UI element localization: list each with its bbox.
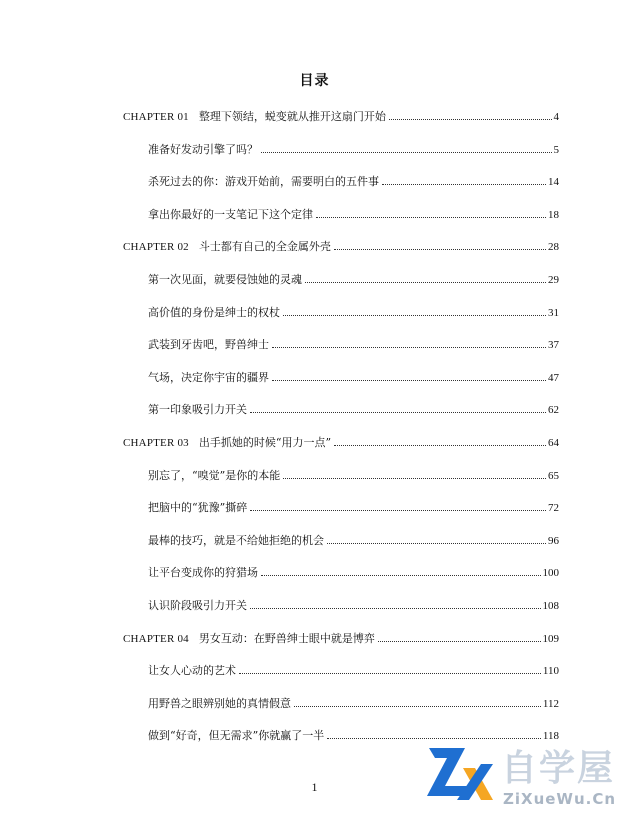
dot-leader (334, 249, 546, 250)
toc-page-number: 109 (542, 632, 559, 645)
toc-section-row[interactable] (148, 204, 559, 222)
toc-entry-label (148, 371, 269, 385)
toc-entry-label (123, 240, 331, 254)
toc-section-row[interactable] (148, 334, 559, 352)
toc-entry-title: 杀死过去的你：游戏开始前，需要明白的五件事 (148, 175, 379, 189)
dot-leader (250, 608, 541, 609)
page-title: 目录 (299, 73, 330, 89)
toc-entry-title: 让平台变成你的狩猎场 (148, 566, 258, 580)
toc-chapter-number: CHAPTER 02 (123, 241, 189, 254)
toc-section-row[interactable] (148, 562, 559, 580)
toc-entry-title: 整理下领结，蜕变就从推开这扇门开始 (198, 110, 386, 123)
dot-leader (250, 412, 546, 413)
toc-entry-label (148, 501, 247, 515)
toc-entry-title: 认识阶段吸引力开关 (148, 599, 247, 612)
toc-entry-label (123, 110, 386, 124)
toc-section-row[interactable] (148, 302, 559, 320)
toc-entry-title: 让女人心动的艺术 (148, 664, 236, 678)
dot-leader (316, 217, 546, 218)
toc-entry-title: 拿出你最好的一支笔记下这个定律 (148, 207, 313, 221)
dot-leader (382, 184, 546, 185)
toc-page-number: 28 (548, 241, 559, 254)
toc-page-number: 100 (542, 567, 559, 580)
toc-entry-label (148, 469, 280, 483)
toc-entry-label (148, 566, 258, 580)
toc-page-number: 18 (548, 208, 559, 221)
toc-entry-label (148, 306, 280, 320)
toc-entry-label (123, 632, 375, 646)
toc-entry-title: 别忘了，“嗅觉”是你的本能 (148, 468, 281, 482)
toc-chapter-number: CHAPTER 03 (123, 437, 189, 449)
dot-leader (250, 510, 546, 511)
toc-section-row[interactable] (148, 595, 559, 613)
toc-entry-label (148, 599, 247, 613)
toc-entry-title: 出手抓她的时候“用力一点” (198, 436, 332, 449)
toc-page-number: 64 (548, 437, 559, 449)
toc-entry-title: 气场，决定你宇宙的疆界 (148, 370, 269, 384)
toc-section-row[interactable] (148, 139, 559, 157)
toc-section-row[interactable] (148, 367, 559, 385)
toc-page-number: 29 (548, 274, 559, 286)
toc-entry-title: 准备好发动引擎了吗？ (148, 142, 258, 156)
toc-entry-label (148, 664, 236, 678)
toc-section-row[interactable] (148, 399, 559, 417)
toc-page-number: 108 (542, 600, 559, 612)
dot-leader (305, 282, 546, 283)
toc-page-number: 72 (548, 502, 559, 515)
toc-chapter-row[interactable] (123, 106, 559, 124)
watermark (425, 740, 629, 816)
toc-entry-label (123, 436, 331, 450)
toc-page-number: 31 (548, 306, 559, 319)
toc-entry-label (148, 729, 324, 743)
toc-entry-title: 斗士都有自己的全金属外壳 (198, 240, 331, 254)
toc-chapter-number: CHAPTER 01 (123, 111, 189, 123)
toc-section-row[interactable] (148, 465, 559, 483)
toc-chapter-row[interactable] (123, 236, 559, 254)
toc-entry-title: 高价值的身份是绅士的权杖 (148, 305, 280, 319)
toc-entry-title: 男女互动：在野兽绅士眼中就是博弈 (198, 631, 375, 645)
dot-leader (261, 575, 541, 576)
toc-page-number: 4 (553, 111, 559, 123)
toc-entry-label (148, 175, 379, 189)
toc-chapter-number: CHAPTER 04 (123, 632, 189, 645)
toc-entry-label (148, 338, 269, 352)
toc-page-number: 5 (553, 143, 559, 156)
toc-entry-title: 武装到牙齿吧，野兽绅士 (148, 338, 269, 352)
toc-page-number: 65 (548, 469, 559, 482)
dot-leader (389, 119, 552, 120)
toc-page-number: 118 (542, 730, 559, 743)
toc-entry-title: 第一印象吸引力开关 (148, 403, 247, 417)
dot-leader (294, 706, 541, 707)
toc-entry-label (148, 534, 324, 548)
dot-leader (334, 445, 546, 446)
page-number: 1 (311, 780, 318, 794)
toc-page-number: 14 (548, 176, 559, 189)
dot-leader (283, 478, 546, 479)
toc-page-number: 47 (548, 371, 559, 384)
watermark-cn-text: 自学屋 (501, 748, 616, 789)
toc-section-row[interactable] (148, 497, 559, 515)
toc-section-row[interactable] (148, 660, 559, 678)
toc-chapter-row[interactable] (123, 628, 559, 646)
toc-chapter-row[interactable] (123, 432, 559, 450)
toc-page-number: 112 (542, 697, 559, 710)
toc-entry-title: 用野兽之眼辨别她的真情假意 (148, 696, 291, 710)
toc-page-number: 96 (548, 534, 559, 547)
toc-section-row[interactable] (148, 269, 559, 287)
toc-entry-label (148, 403, 247, 417)
toc-page-number: 110 (542, 665, 559, 678)
dot-leader (239, 673, 541, 674)
toc-entry-title: 第一次见面，就要侵蚀她的灵魂 (148, 273, 302, 286)
dot-leader (378, 641, 541, 642)
toc-entry-title: 把脑中的“犹豫”撕碎 (148, 501, 248, 515)
zixuewu-logo-icon (425, 740, 495, 804)
toc-entry-label (148, 208, 313, 222)
toc-entry-title: 做到“好奇，但无需求”你就赢了一半 (148, 729, 325, 743)
toc-page-number: 37 (548, 339, 559, 352)
toc-section-row[interactable] (148, 693, 559, 711)
toc-page-number: 62 (548, 404, 559, 417)
dot-leader (283, 315, 546, 316)
toc-entry-label (148, 273, 302, 287)
toc-entry-label (148, 143, 258, 157)
toc-entry-title: 最棒的技巧，就是不给她拒绝的机会 (148, 533, 324, 547)
toc-section-row[interactable] (148, 530, 559, 548)
dot-leader (272, 347, 546, 348)
dot-leader (261, 152, 552, 153)
watermark-en-text: ZiXueWu.Cn (503, 790, 617, 808)
toc-entry-label (148, 697, 291, 711)
dot-leader (327, 543, 546, 544)
dot-leader (272, 380, 546, 381)
toc-section-row[interactable] (148, 171, 559, 189)
